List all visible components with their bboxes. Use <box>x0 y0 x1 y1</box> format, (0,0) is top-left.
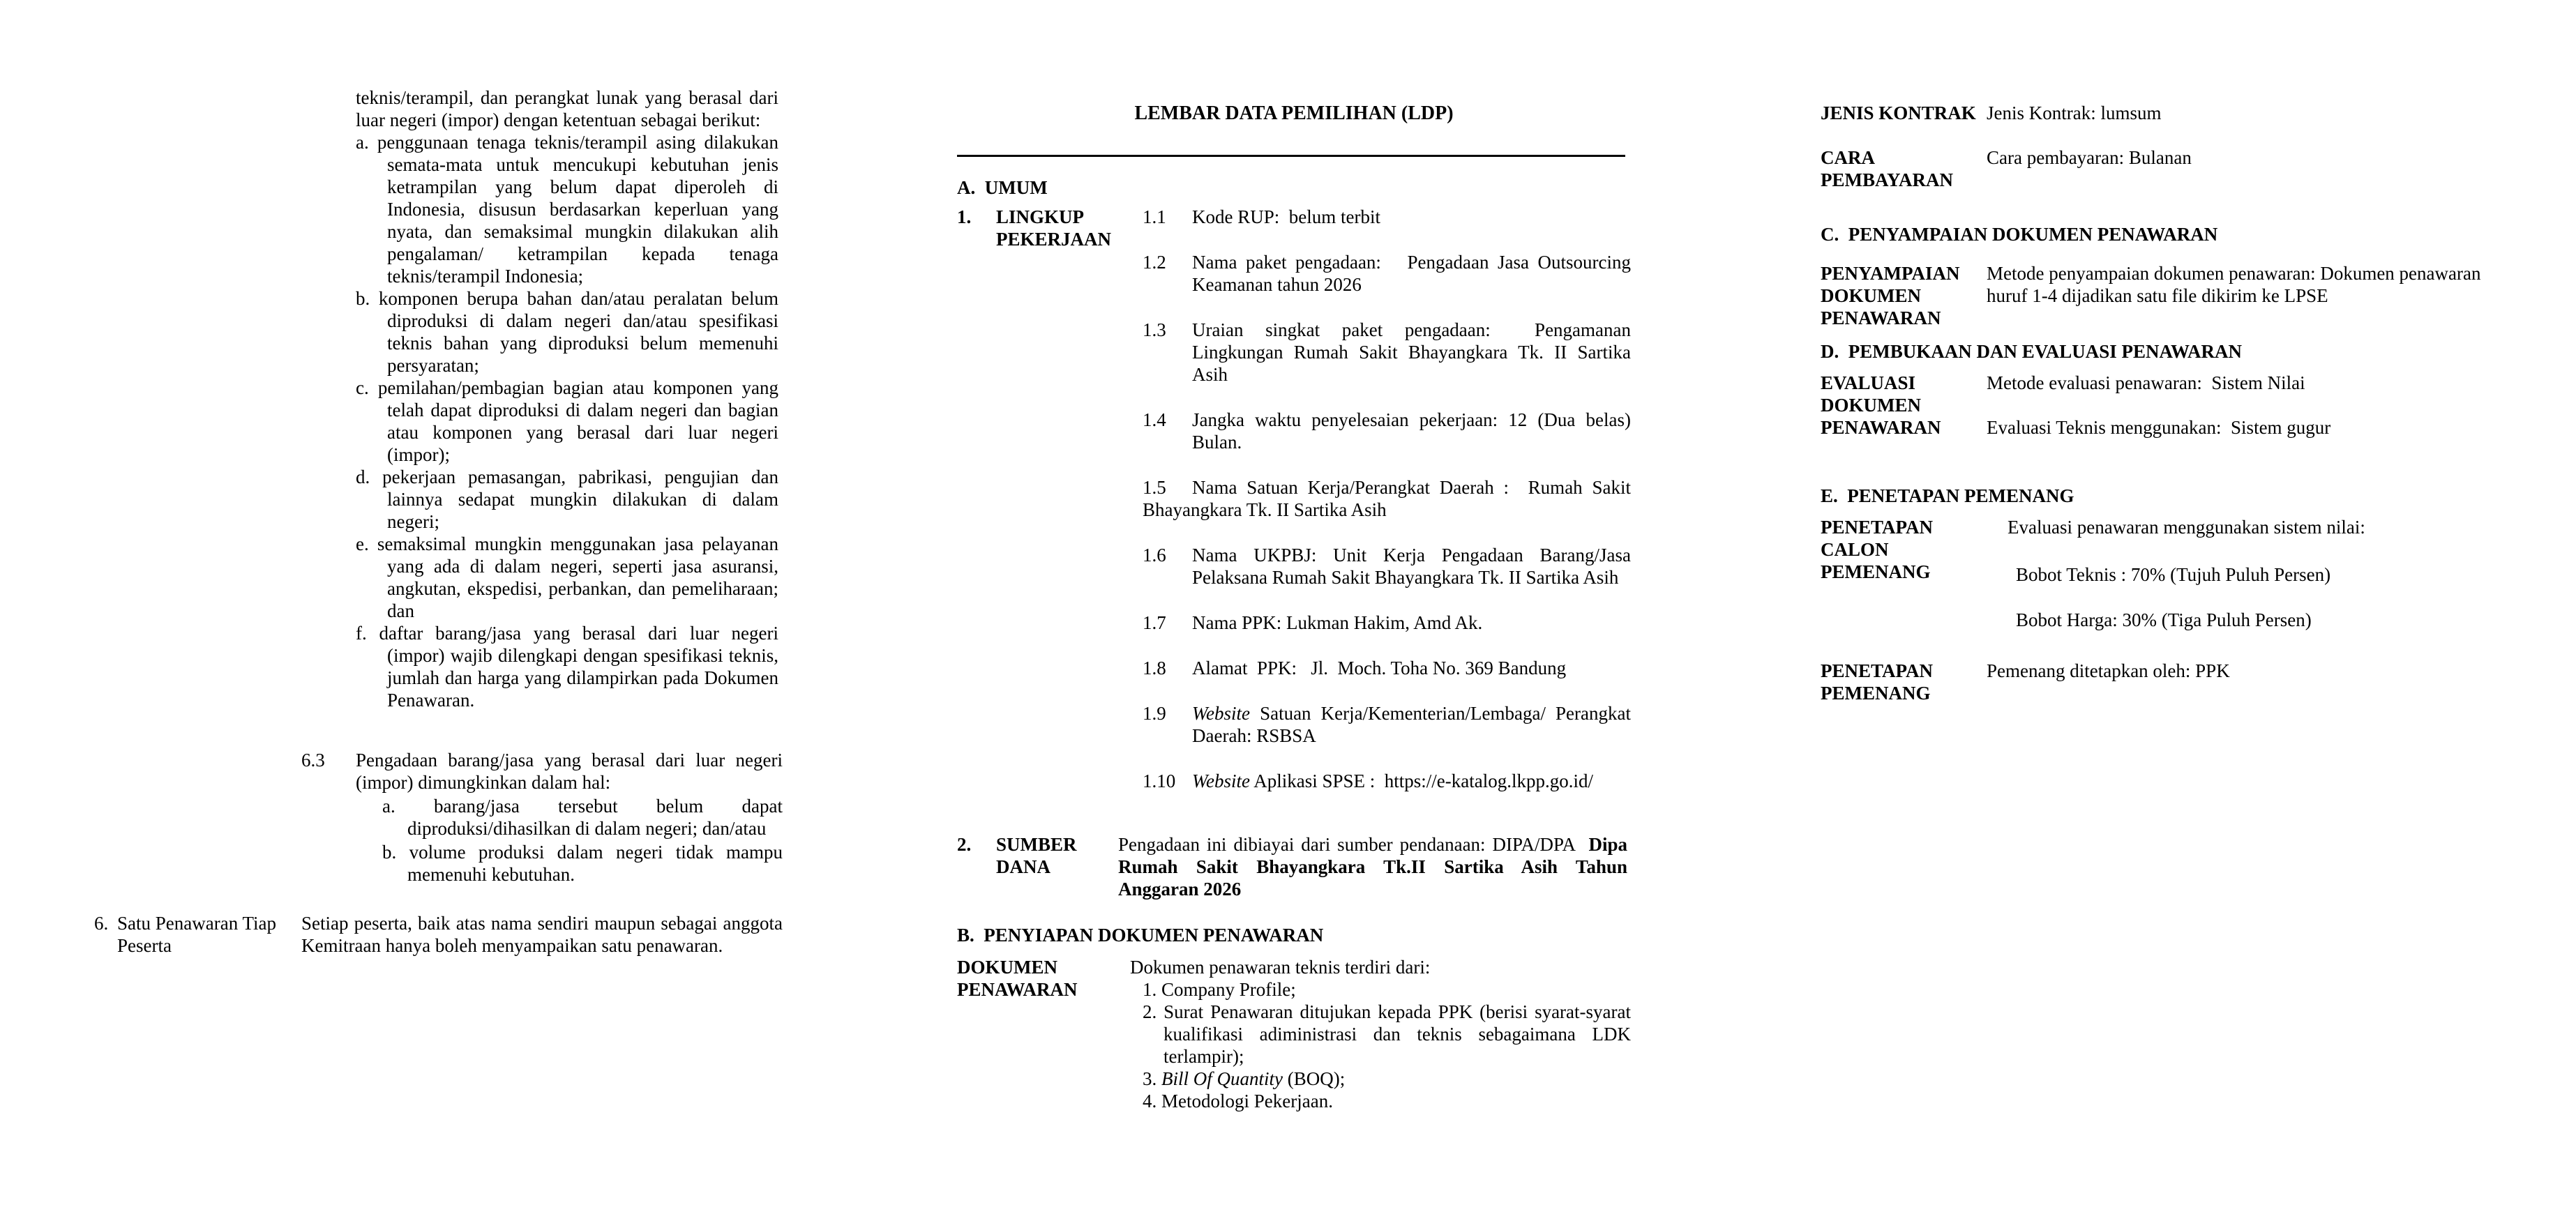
dokumen-penawaran-row <box>957 956 1636 1112</box>
lettered-item-d <box>356 466 783 533</box>
item-text: Uraian singkat paket pengadaan: Pengamanan Lingkungan Rumah Sakit Bhayangkara Tk. II Sartika Asih <box>1192 319 1636 385</box>
item-text: Nama Satuan Kerja/Perangkat Daerah : Rumah Sakit <box>1192 477 1631 498</box>
ldp-item-1-6 <box>1143 544 1636 589</box>
intro-paragraph: teknis/terampil, dan perangkat lunak yang berasal dari luar negeri (impor) dengan ketentuan sebagai berikut: <box>356 87 783 130</box>
clause-label-text: Satu Penawaran Tiap Peserta <box>117 913 281 956</box>
ldp-item-1-5 <box>1143 476 1631 499</box>
item-number: 1.10 <box>1143 771 1176 791</box>
item-text: Nama UKPBJ: Unit Kerja Pengadaan Barang/Jasa Pelaksana Rumah Sakit Bhayangkara Tk. II Sartika Asih <box>1192 545 1636 588</box>
ldp-item-1-5-line2: Bhayangkara Tk. II Sartika Asih <box>1143 499 1387 520</box>
title-divider <box>957 155 1625 157</box>
item-text: komponen berupa bahan dan/atau peralatan belum diproduksi di dalam negeri dan/atau spesifikasi teknis bahan yang diproduksi belum memenuhi persyaratan; <box>378 288 783 376</box>
item-number: 1.4 <box>1143 409 1166 430</box>
item-text-rest: Satuan Kerja/Kementerian/Lembaga/ Perangkat Daerah: RSBSA <box>1192 703 1636 746</box>
funding-text: Pengadaan ini dibiayai dari sumber pendanaan: DIPA/DPA <box>1118 834 1589 855</box>
clause-label-text: SUMBER DANA <box>996 834 1082 877</box>
item-marker: a. <box>382 796 396 817</box>
cara-pembayaran-row <box>1821 146 2504 191</box>
item-text: pemilahan/pembagian bagian atau komponen yang telah dapat diproduksi di dalam negeri dan bagian atau komponen yang berasal dari luar negeri (impor); <box>377 377 783 465</box>
continuation-content <box>301 86 783 711</box>
clause-text: Setiap peserta, baik atas nama sendiri maupun sebagai anggota Kemitraan hanya boleh menyampaikan satu penawaran. <box>301 913 788 956</box>
clause-text: Metode penyampaian dokumen penawaran: Dokumen penawaran huruf 1-4 dijadikan satu file dikirim ke LPSE <box>1987 263 2486 306</box>
lettered-item-b <box>356 287 783 377</box>
item-text: barang/jasa tersebut belum dapat diproduksi/dihasilkan di dalam negeri; dan/atau <box>407 796 788 839</box>
item-marker: b. <box>356 288 370 309</box>
dokumen-item-4: 4. Metodologi Pekerjaan. <box>1143 1091 1333 1111</box>
jenis-kontrak-row <box>1821 102 2504 124</box>
evaluasi-teknis: Evaluasi Teknis menggunakan: Sistem gugur <box>1987 417 2331 438</box>
section-header-a: A. UMUM <box>957 177 1048 198</box>
page-center <box>957 102 1636 1112</box>
item-text <box>1192 702 1636 747</box>
italic-phrase: Bill Of Quantity <box>1161 1068 1283 1089</box>
clause-text: Pemenang ditetapkan oleh: PPK <box>1987 660 2230 681</box>
item-marker: c. <box>356 377 369 398</box>
ldp-item-1-7 <box>1143 612 1631 634</box>
item-text: semaksimal mungkin menggunakan jasa pelayanan yang ada di dalam negeri, seperti jasa asuransi, angkutan, ekspedisi, perbankan, dan pemeliharaan; dan <box>377 533 783 621</box>
clause-label-text: PENYAMPAIAN DOKUMEN PENAWARAN <box>1821 263 1965 328</box>
clause-text <box>1118 833 1632 900</box>
clause-1-row <box>957 206 1636 815</box>
ldp-item-1-9 <box>1143 702 1636 747</box>
item-suffix: (BOQ); <box>1282 1068 1346 1089</box>
item-marker: d. <box>356 466 370 487</box>
item-number: 1.7 <box>1143 612 1166 633</box>
item-marker: b. <box>382 842 397 863</box>
item-text: penggunaan tenaga teknis/terampil asing dilakukan semata-mata untuk mencukupi kebutuhan jenis ketrampilan yang belum dapat diperoleh di Indonesia, disusun berdasarkan keperluan yang nyata, dan semaksimal mungkin dilakukan alih pengalaman/ ketrampilan kepada tenaga teknis/terampil Indonesia; <box>377 132 783 287</box>
item-prefix: 3. <box>1143 1068 1161 1089</box>
item-number: 1.1 <box>1143 206 1166 227</box>
item-text: Jangka waktu penyelesaian pekerjaan: 12 (Dua belas) Bulan. <box>1192 409 1636 453</box>
funding-source-bold: Dipa Rumah Sakit Bhayangkara Tk.II Sartika Asih Tahun Anggaran 2026 <box>1118 834 1632 900</box>
clause-number: 1. <box>957 206 972 227</box>
dokumen-intro: Dokumen penawaran teknis terdiri dari: <box>1130 957 1431 978</box>
clause-label-text: DOKUMEN PENAWARAN <box>957 957 1078 1000</box>
evaluasi-row <box>1821 372 2504 439</box>
item-marker: e. <box>356 533 369 554</box>
bobot-teknis: Bobot Teknis : 70% (Tujuh Puluh Persen) <box>2016 564 2331 585</box>
item-text-rest: Aplikasi SPSE : https://e-katalog.lkpp.go.id/ <box>1250 771 1594 791</box>
ldp-item-1-10 <box>1143 770 1631 792</box>
clause-2-row <box>957 833 1631 900</box>
section-header-b: B. PENYIAPAN DOKUMEN PENAWARAN <box>957 925 1324 946</box>
italic-word: Website <box>1192 771 1250 791</box>
clause-label-text: PENETAPAN CALON PEMENANG <box>1821 517 1938 582</box>
section-header-e: E. PENETAPAN PEMENANG <box>1821 485 2074 506</box>
penetapan-calon-row <box>1821 516 2504 631</box>
item-marker: f. <box>356 623 367 644</box>
dokumen-item-2: 2. Surat Penawaran ditujukan kepada PPK (berisi syarat-syarat kualifikasi adiministrasi dan teknis sebagaimana LDK terlampir); <box>1143 1001 1636 1067</box>
clause-6-3-content <box>301 749 788 886</box>
lettered-item-f <box>356 622 783 711</box>
item-number: 1.8 <box>1143 658 1166 678</box>
clause-6-label <box>94 912 301 957</box>
clause-text: Cara pembayaran: Bulanan <box>1987 147 2192 168</box>
item-text: pekerjaan pemasangan, pabrikasi, pengujian dan lainnya sedapat mungkin dilakukan di dalam negeri; <box>382 466 783 532</box>
ldp-item-1-2 <box>1143 251 1636 296</box>
clause-6-3-row <box>94 749 788 886</box>
lettered-item-c <box>356 377 783 466</box>
clause-text: Jenis Kontrak: lumsum <box>1987 103 2162 123</box>
item-number: 1.2 <box>1143 252 1166 273</box>
clause-6-3-subitems <box>382 795 788 886</box>
item-text: volume produksi dalam negeri tidak mampu memenuhi kebutuhan. <box>407 842 788 885</box>
ldp-item-1-4 <box>1143 409 1636 453</box>
item-number: 1.6 <box>1143 545 1166 566</box>
dokumen-item-1: 1. Company Profile; <box>1143 979 1296 1000</box>
item-text: daftar barang/jasa yang berasal dari luar negeri (impor) wajib dilengkapi dengan spesifikasi teknis, jumlah dan harga yang dilampirkan pada Dokumen Penawaran. <box>379 623 783 711</box>
ldp-item-1-3 <box>1143 319 1636 386</box>
item-number: 1.3 <box>1143 319 1166 340</box>
clause-label-text: JENIS KONTRAK <box>1821 103 1976 123</box>
penyampaian-row <box>1821 262 2504 329</box>
calon-intro: Evaluasi penawaran menggunakan sistem nilai: <box>2008 517 2365 538</box>
clause-label-text: LINGKUP PEKERJAAN <box>996 206 1112 250</box>
item-number: 1.9 <box>1143 703 1166 724</box>
clause-body <box>356 749 788 886</box>
item-text: Kode RUP: belum terbit <box>1192 206 1380 227</box>
item-text <box>1192 770 1631 792</box>
clause-label-text: PENETAPAN PEMENANG <box>1821 660 1938 704</box>
import-provisions-block <box>356 86 783 711</box>
penetapan-pemenang-row <box>1821 660 2504 704</box>
item-text: Nama PPK: Lukman Hakim, Amd Ak. <box>1192 612 1483 633</box>
evaluasi-content <box>1987 372 2501 439</box>
clause-6-row <box>94 912 788 957</box>
item-text: Nama paket pengadaan: Pengadaan Jasa Outsourcing Keamanan tahun 2026 <box>1192 252 1636 295</box>
clause-number: 6. <box>94 913 109 934</box>
clause-6-2-continuation-row <box>94 86 785 711</box>
item-text: Alamat PPK: Jl. Moch. Toha No. 369 Bandung <box>1192 658 1567 678</box>
lettered-subitem-a <box>382 795 788 840</box>
ldp-title: LEMBAR DATA PEMILIHAN (LDP) <box>1134 103 1454 124</box>
clause-text: Pengadaan barang/jasa yang berasal dari luar negeri (impor) dimungkinkan dalam hal: <box>356 750 788 793</box>
lettered-subitem-b <box>382 841 788 886</box>
penetapan-calon-content <box>1987 516 2504 631</box>
lettered-item-e <box>356 533 783 622</box>
ldp-item-1-1 <box>1143 206 1631 228</box>
section-header-c: C. PENYAMPAIAN DOKUMEN PENAWARAN <box>1821 224 2218 245</box>
italic-word: Website <box>1192 703 1250 724</box>
item-number: 1.5 <box>1143 477 1166 498</box>
clause-number: 6.3 <box>301 750 325 771</box>
clause-1-items <box>1143 206 1636 815</box>
section-header-d: D. PEMBUKAAN DAN EVALUASI PENAWARAN <box>1821 341 2243 362</box>
clause-label-text: EVALUASI DOKUMEN PENAWARAN <box>1821 372 1941 438</box>
clause-number: 2. <box>957 834 972 855</box>
evaluasi-method: Metode evaluasi penawaran: Sistem Nilai <box>1987 372 2305 393</box>
bobot-harga: Bobot Harga: 30% (Tiga Puluh Persen) <box>2016 609 2312 630</box>
clause-6-content <box>301 912 788 957</box>
ldp-item-1-8 <box>1143 657 1631 679</box>
dokumen-penawaran-content <box>1130 956 1636 1112</box>
page-left <box>94 86 788 957</box>
clause-label-text: CARA PEMBAYARAN <box>1821 147 1954 190</box>
item-marker: a. <box>356 132 369 153</box>
page-right <box>1821 102 2504 704</box>
dokumen-item-3 <box>1143 1068 1631 1090</box>
lettered-item-a <box>356 131 783 287</box>
